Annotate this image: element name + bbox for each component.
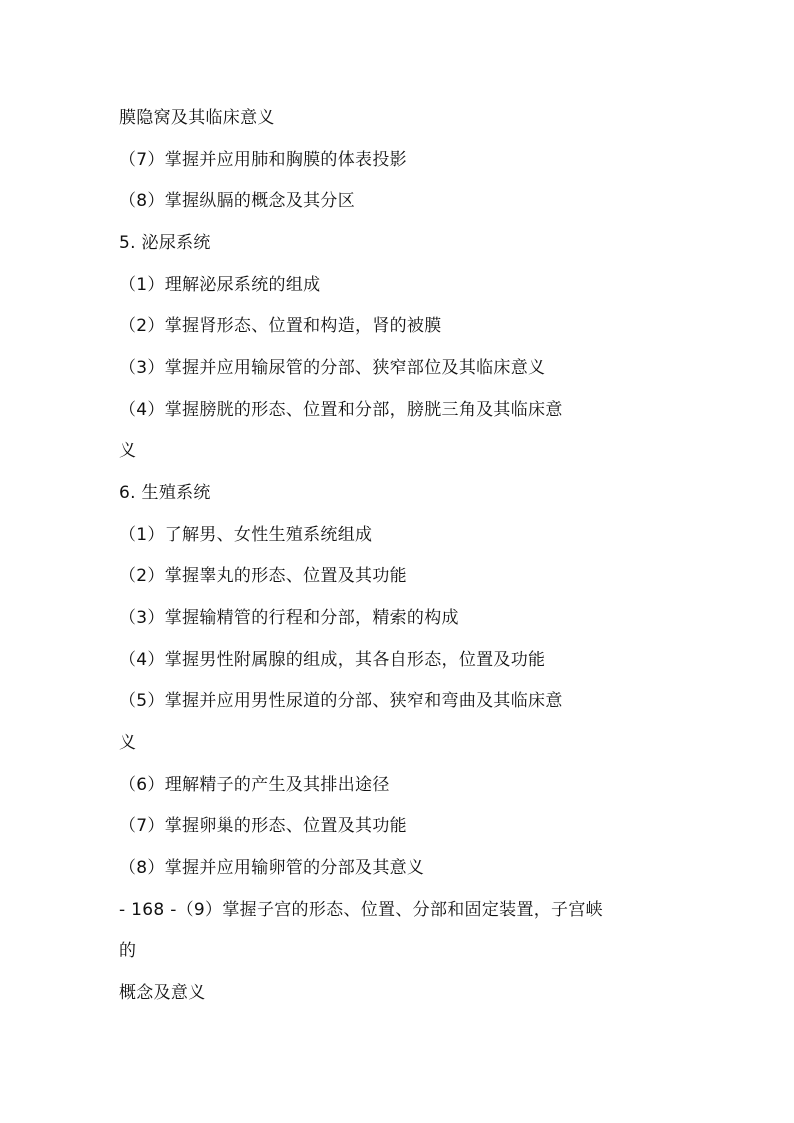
text-line: 膜隐窝及其临床意义 <box>119 108 275 128</box>
text-line: （7）掌握卵巢的形态、位置及其功能 <box>119 816 407 836</box>
text-line: （1）了解男、女性生殖系统组成 <box>119 525 373 545</box>
text-line: （1）理解泌尿系统的组成 <box>119 275 321 295</box>
text-line: 义 <box>119 441 137 461</box>
section-heading: 5. 泌尿系统 <box>119 233 211 253</box>
section-heading: 6. 生殖系统 <box>119 483 211 503</box>
text-line: （4）掌握膀胱的形态、位置和分部，膀胱三角及其临床意 <box>119 400 563 420</box>
text-line: （3）掌握并应用输尿管的分部、狭窄部位及其临床意义 <box>119 358 546 378</box>
text-line: （6）理解精子的产生及其排出途径 <box>119 775 390 795</box>
text-line: 的 <box>119 941 137 961</box>
text-line: 义 <box>119 733 137 753</box>
text-line: （7）掌握并应用肺和胸膜的体表投影 <box>119 150 407 170</box>
text-line: （4）掌握男性附属腺的组成，其各自形态，位置及功能 <box>119 650 546 670</box>
text-line: （2）掌握肾形态、位置和构造，肾的被膜 <box>119 316 442 336</box>
text-line: （5）掌握并应用男性尿道的分部、狭窄和弯曲及其临床意 <box>119 691 563 711</box>
text-line: （2）掌握睾丸的形态、位置及其功能 <box>119 566 407 586</box>
text-line: （8）掌握并应用输卵管的分部及其意义 <box>119 858 425 878</box>
text-line: （3）掌握输精管的行程和分部，精索的构成 <box>119 608 459 628</box>
text-line: （8）掌握纵膈的概念及其分区 <box>119 191 356 211</box>
text-line-with-page-number: - 168 -（9）掌握子宫的形态、位置、分部和固定装置，子宫峡 <box>119 900 603 920</box>
text-line: 概念及意义 <box>119 983 206 1003</box>
